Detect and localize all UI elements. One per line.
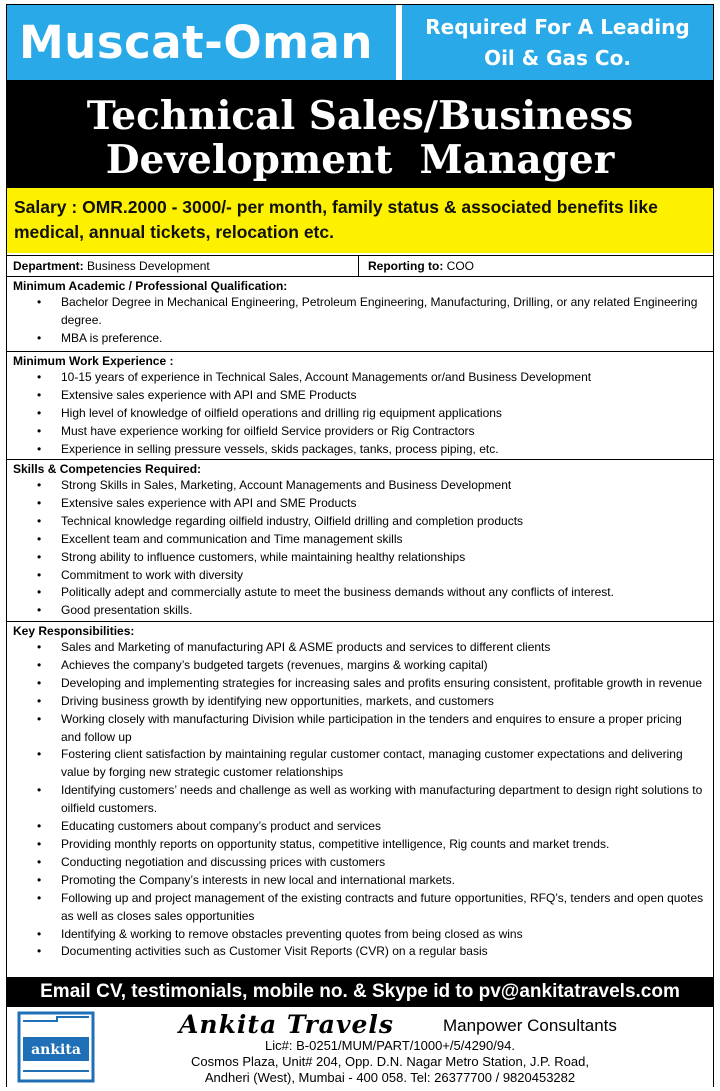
department-label: Department: <box>13 259 84 273</box>
job-title-line-1: Technical Sales/Business <box>86 93 634 139</box>
list-item-text: Good presentation skills. <box>61 603 193 618</box>
bullet-icon: • <box>37 603 42 618</box>
header <box>7 5 713 80</box>
list-item-text: Identifying customers’ needs and challenge as well as working with manufacturing department to design right solutions to oilfield customers. <box>61 783 703 816</box>
bullet-icon: • <box>37 295 42 309</box>
bullet-icon: • <box>37 370 42 384</box>
bullet-icon: • <box>37 836 42 851</box>
section-heading: Minimum Academic / Professional Qualification: <box>13 279 288 293</box>
list-item-text: Excellent team and communication and Time management skills <box>61 531 403 546</box>
list-item-text: MBA is preference. <box>61 330 163 345</box>
list-item <box>13 567 713 585</box>
bullet-icon: • <box>37 330 42 345</box>
list-item-text: Extensive sales experience with API and SME Products <box>61 387 357 402</box>
list-item <box>13 693 713 711</box>
section-heading: Key Responsibilities: <box>13 624 135 638</box>
list-item <box>13 513 713 531</box>
list-item-text: Technical knowledge regarding oilfield industry, Oilfield drilling and completion products <box>61 513 524 528</box>
list-item-text: Developing and implementing strategies for increasing sales and profits ensuring consistent, profitable growth in revenue <box>61 675 703 690</box>
bullet-icon: • <box>37 405 42 420</box>
list-item-text: Educating customers about company’s product and services <box>61 819 381 834</box>
list-item <box>13 441 713 459</box>
list-item <box>13 369 713 387</box>
list-item-text: Bachelor Degree in Mechanical Engineering, Petroleum Engineering, Manufacturing, Drilling, or any related Engineering degree. <box>61 295 698 327</box>
list-item <box>13 387 713 405</box>
list-item-text: Commitment to work with diversity <box>61 567 244 582</box>
salary-banner <box>7 188 713 253</box>
location-title: Muscat-Oman <box>7 5 399 80</box>
list-item-text: Politically adept and commercially astute to meet the business demands without any conflicts of interest. <box>61 585 614 600</box>
list-item <box>13 890 713 926</box>
list-item <box>13 926 713 944</box>
bullet-icon: • <box>37 872 42 887</box>
reporting-cell <box>359 256 713 277</box>
list-item <box>13 854 713 872</box>
list-item <box>13 711 713 747</box>
bullet-icon: • <box>37 549 42 564</box>
department-cell <box>7 256 359 277</box>
list-item-text: High level of knowledge of oilfield operations and drilling rig equipment applications <box>61 405 502 420</box>
job-title <box>7 80 713 188</box>
list-item <box>13 531 713 549</box>
job-title-line-2: Development Manager <box>105 137 615 183</box>
department-row <box>7 255 713 277</box>
list-item-text: Driving business growth by identifying new opportunities, markets, and customers <box>61 693 494 708</box>
list-item <box>13 294 713 330</box>
list-item-text: Achieves the company’s budgeted targets (revenues, margins & working capital) <box>61 657 488 672</box>
bullet-icon: • <box>37 693 42 708</box>
list-item-text: Providing monthly reports on opportunity status, competitive intelligence, Rig counts and market trends. <box>61 836 610 851</box>
list-item <box>13 423 713 441</box>
list-item <box>13 477 713 495</box>
list-item-text: Conducting negotiation and discussing prices with customers <box>61 854 386 869</box>
company-role: Manpower Consultants <box>443 1016 617 1035</box>
bullet-icon: • <box>37 441 42 456</box>
section-qualification <box>7 277 713 352</box>
section-heading: Skills & Competencies Required: <box>13 462 202 476</box>
list-item-text: Documenting activities such as Customer Visit Reports (CVR) on a regular basis <box>61 944 488 959</box>
employer-banner <box>402 5 713 80</box>
section-skills <box>7 460 713 622</box>
bullet-icon: • <box>37 711 42 726</box>
list-item <box>13 675 713 693</box>
bullet-icon: • <box>37 657 42 672</box>
bullet-icon: • <box>37 675 42 690</box>
list-item-text: Working closely with manufacturing Division while participation in the tenders and enquires to ensure a proper pricing and follow up <box>61 711 682 744</box>
bullet-list <box>13 294 713 348</box>
list-item <box>13 602 713 620</box>
bullet-icon: • <box>37 783 42 798</box>
list-item <box>13 818 713 836</box>
footer <box>7 1007 713 1087</box>
department-value: Business Development <box>87 259 210 273</box>
list-item <box>13 836 713 854</box>
list-item <box>13 549 713 567</box>
reporting-value: COO <box>446 259 475 273</box>
list-item <box>13 495 713 513</box>
list-item-text: Fostering client satisfaction by maintaining regular customer contact, managing customer expectations and delivering value by forging new strategic customer relationships <box>61 747 683 780</box>
list-item <box>13 405 713 423</box>
license-number: Lic#: B-0251/MUM/PART/1000+/5/4290/94. <box>265 1038 515 1053</box>
address-line-1: Cosmos Plaza, Unit# 204, Opp. D.N. Nagar Metro Station, J.P. Road, <box>191 1054 589 1069</box>
bullet-list <box>13 369 713 459</box>
list-item-text: Identifying & working to remove obstacles preventing quotes from being closed as wins <box>61 926 523 941</box>
list-item <box>13 639 713 657</box>
salary-line-2: medical, annual tickets, relocation etc. <box>14 222 334 242</box>
section-experience <box>7 352 713 460</box>
list-item <box>13 782 713 818</box>
list-item-text: Sales and Marketing of manufacturing API & ASME products and services to different clients <box>61 640 551 654</box>
bullet-icon: • <box>37 423 42 438</box>
list-item <box>13 330 713 348</box>
email-instructions: Email CV, testimonials, mobile no. & Skype id to pv@ankitatravels.com <box>7 977 713 1007</box>
job-advertisement <box>6 4 714 1087</box>
employer-line-1: Required For A Leading <box>425 15 690 39</box>
company-name: Ankita Travels <box>179 1010 395 1039</box>
list-item <box>13 584 713 602</box>
bullet-icon: • <box>37 890 42 905</box>
list-item <box>13 872 713 890</box>
section-heading: Minimum Work Experience : <box>13 354 174 368</box>
list-item-text: Extensive sales experience with API and SME Products <box>61 495 357 510</box>
employer-line-2: Oil & Gas Co. <box>484 46 631 70</box>
bullet-icon: • <box>37 387 42 402</box>
list-item-text: Experience in selling pressure vessels, skids packages, tanks, process piping, etc. <box>61 441 499 456</box>
bullet-icon: • <box>37 585 42 600</box>
section-responsibilities <box>7 622 713 977</box>
list-item <box>13 943 713 961</box>
bullet-icon: • <box>37 854 42 869</box>
bullet-icon: • <box>37 944 42 959</box>
bullet-icon: • <box>37 640 42 654</box>
list-item <box>13 657 713 675</box>
list-item-text: Strong ability to influence customers, while maintaining healthy relationships <box>61 549 466 564</box>
bullet-icon: • <box>37 478 42 492</box>
bullet-icon: • <box>37 495 42 510</box>
address-line-2: Andheri (West), Mumbai - 400 058. Tel: 26377700 / 9820453282 <box>204 1070 576 1085</box>
list-item-text: Must have experience working for oilfield Service providers or Rig Contractors <box>61 423 475 438</box>
list-item-text: Promoting the Company’s interests in new local and international markets. <box>61 872 455 887</box>
reporting-label: Reporting to: <box>368 259 444 273</box>
bullet-icon: • <box>37 513 42 528</box>
list-item-text: Following up and project management of the existing contracts and future opportunities, RFQ’s, tenders and open quotes as well as closes sales opportunities <box>61 890 704 923</box>
job-details-table <box>7 255 713 977</box>
list-item-text: Strong Skills in Sales, Marketing, Account Managements and Business Development <box>61 478 512 492</box>
bullet-list <box>13 477 713 620</box>
bullet-icon: • <box>37 567 42 582</box>
bullet-icon: • <box>37 531 42 546</box>
salary-line-1: Salary : OMR.2000 - 3000/- per month, family status & associated benefits like <box>14 197 658 217</box>
logo-text: ankita <box>31 1042 81 1058</box>
bullet-icon: • <box>37 926 42 941</box>
list-item <box>13 746 713 782</box>
bullet-icon: • <box>37 747 42 762</box>
bullet-icon: • <box>37 819 42 834</box>
bullet-list <box>13 639 713 961</box>
list-item-text: 10-15 years of experience in Technical Sales, Account Managements or/and Business Development <box>61 370 592 384</box>
